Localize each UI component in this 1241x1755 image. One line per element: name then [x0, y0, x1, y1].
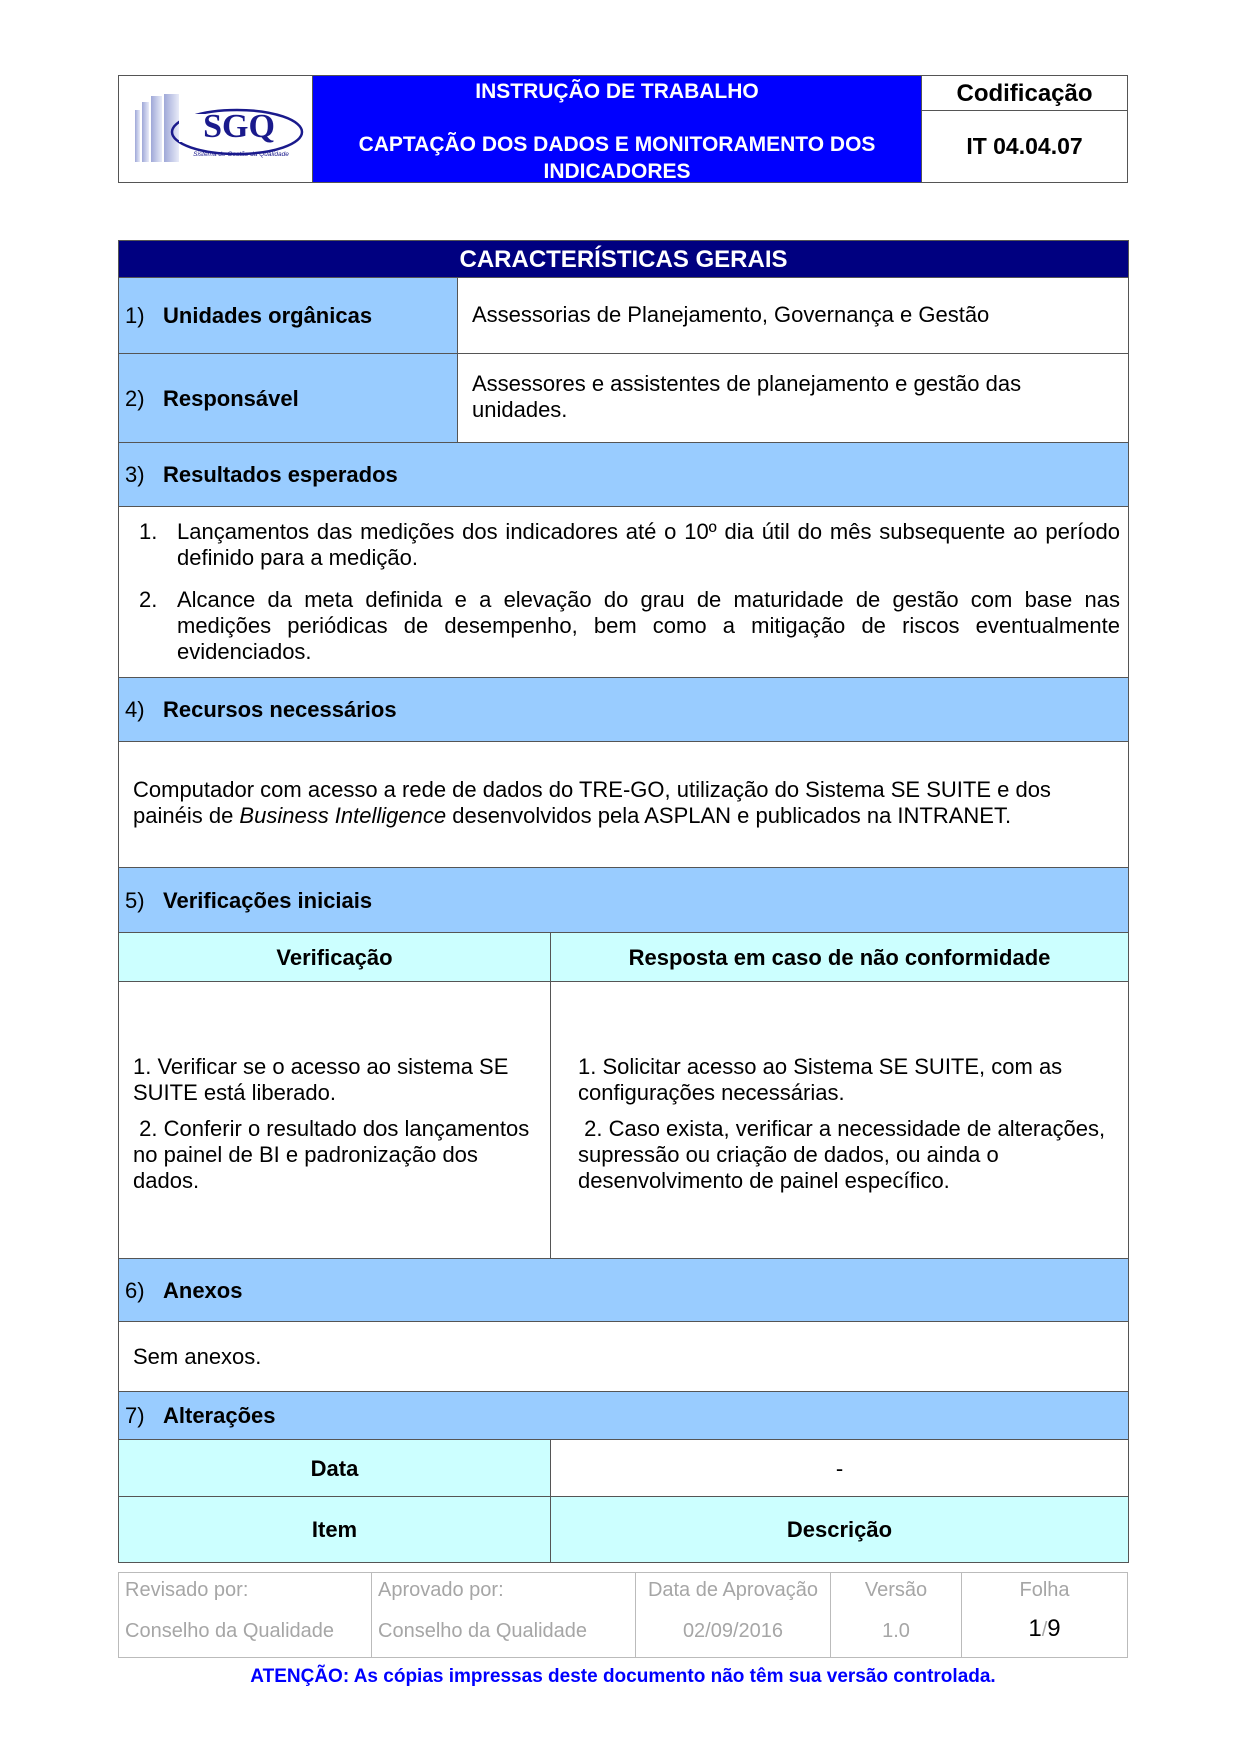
heading-text: CARACTERÍSTICAS GERAIS: [459, 246, 788, 273]
approval-date-label: Data de Aprovação: [647, 1579, 819, 1601]
version-label: Versão: [864, 1579, 928, 1601]
doc-title: CAPTAÇÃO DOS DADOS E MONITORAMENTO DOS INDICADORES: [358, 133, 876, 183]
section-changes: [119, 1392, 1128, 1440]
sheet-cell: [962, 1573, 1127, 1657]
attachments-body: Sem anexos.: [119, 1322, 1128, 1392]
general-characteristics-table: [118, 240, 1129, 1563]
section-attachments: [119, 1259, 1128, 1322]
changes-date-row: [119, 1440, 1128, 1497]
section-organic-units: [119, 278, 1128, 354]
section-number: 2): [125, 386, 145, 411]
response-cell: [551, 982, 1128, 1258]
document-title-block: [313, 76, 921, 182]
section-resources: [119, 678, 1128, 742]
approval-date-cell: [636, 1573, 831, 1657]
column-header-verification: Verificação: [119, 933, 551, 981]
approved-by-cell: [372, 1573, 636, 1657]
version-cell: [831, 1573, 962, 1657]
section-number: 1): [125, 303, 145, 328]
codification-block: [921, 76, 1127, 182]
approval-footer: [118, 1572, 1128, 1658]
sgq-logo-graphic: [119, 76, 313, 182]
svg-text:SGQ: SGQ: [203, 108, 275, 145]
section-initial-checks: [119, 868, 1128, 933]
resources-body: Computador com acesso a rede de dados do TRE-GO, utilização do Sistema SE SUITE e dos painéis de Business Intelligence desenvolvidos pela ASPLAN e publicados na INTRANET.: [119, 742, 1128, 868]
approved-by-label: Aprovado por:: [378, 1579, 504, 1601]
expected-results-body: [119, 507, 1128, 678]
sgq-logo: [119, 76, 313, 182]
reviewed-by-label: Revisado por:: [125, 1579, 249, 1601]
bi-term: Business Intelligence: [239, 803, 447, 828]
list-item: 2. Alcance da meta definida e a elevação do grau de maturidade de gestão com base nas medições periódicas de desempenho, bem como a mitigação de riscos eventualmente evidenciados.: [139, 587, 1120, 664]
response-item: 2. Caso exista, verificar a necessidade de alterações, supressão ou criação de dados, ou ainda o desenvolvimento de painel específico.: [578, 1116, 1112, 1193]
section-number: 7): [125, 1403, 145, 1428]
svg-text:Sistema de Gestão da Qualidade: Sistema de Gestão da Qualidade: [193, 151, 289, 158]
column-header-response: Resposta em caso de não conformidade: [628, 945, 1051, 970]
section-number: 4): [125, 697, 145, 722]
organic-units-value: Assessorias de Planejamento, Governança e Gestão: [472, 302, 990, 327]
version-value: 1.0: [882, 1620, 910, 1642]
table-heading: [119, 241, 1128, 278]
code-label: Codificação: [922, 76, 1127, 111]
section-label: Verificações iniciais: [163, 888, 373, 913]
section-label: Recursos necessários: [163, 697, 397, 722]
verification-item: 1. Verificar se o acesso ao sistema SE SUITE está liberado.: [133, 1054, 509, 1105]
verification-cell: [119, 982, 551, 1258]
section-label: Resultados esperados: [163, 462, 398, 487]
date-label: Data: [119, 1440, 551, 1496]
attention-notice: ATENÇÃO: As cópias impressas deste documento não têm sua versão controlada.: [250, 1666, 996, 1687]
section-number: 6): [125, 1278, 145, 1303]
expected-results-list: [133, 519, 1120, 681]
section-label-cell: [119, 354, 458, 442]
section-label: Responsável: [163, 386, 299, 411]
changes-columns-row: [119, 1497, 1128, 1562]
section-number: 3): [125, 462, 145, 487]
checks-table-body: [119, 982, 1128, 1259]
sheet-number: 1/9: [1028, 1615, 1061, 1642]
verification-item: 2. Conferir o resultado dos lançamentos no painel de BI e padronização dos dados.: [133, 1116, 536, 1193]
checks-table-header: [119, 933, 1128, 982]
responsible-value: Assessores e assistentes de planejamento e gestão das unidades.: [472, 371, 1022, 422]
approval-date-value: 02/09/2016: [682, 1620, 784, 1642]
document-header: [118, 75, 1128, 183]
section-label: Anexos: [163, 1278, 243, 1303]
section-label-cell: [119, 278, 458, 353]
reviewed-by-cell: [119, 1573, 372, 1657]
reviewed-by-value: Conselho da Qualidade: [125, 1620, 335, 1642]
description-column-header: Descrição: [786, 1517, 893, 1542]
sheet-label: Folha: [1019, 1579, 1070, 1601]
section-label: Unidades orgânicas: [163, 303, 373, 328]
section-responsible: [119, 354, 1128, 443]
date-value: -: [835, 1456, 844, 1481]
section-label: Alterações: [163, 1403, 276, 1428]
list-item: 1. Lançamentos das medições dos indicadores até o 10º dia útil do mês subsequente ao período definido para a medição.: [139, 519, 1120, 570]
section-number: 5): [125, 888, 145, 913]
doc-type: INSTRUÇÃO DE TRABALHO: [475, 80, 759, 103]
approved-by-value: Conselho da Qualidade: [378, 1620, 588, 1642]
item-column-header: Item: [119, 1497, 551, 1562]
code-value: IT 04.04.07: [966, 133, 1083, 159]
response-item: 1. Solicitar acesso ao Sistema SE SUITE, com as configurações necessárias.: [578, 1054, 1063, 1105]
section-expected-results: [119, 443, 1128, 507]
